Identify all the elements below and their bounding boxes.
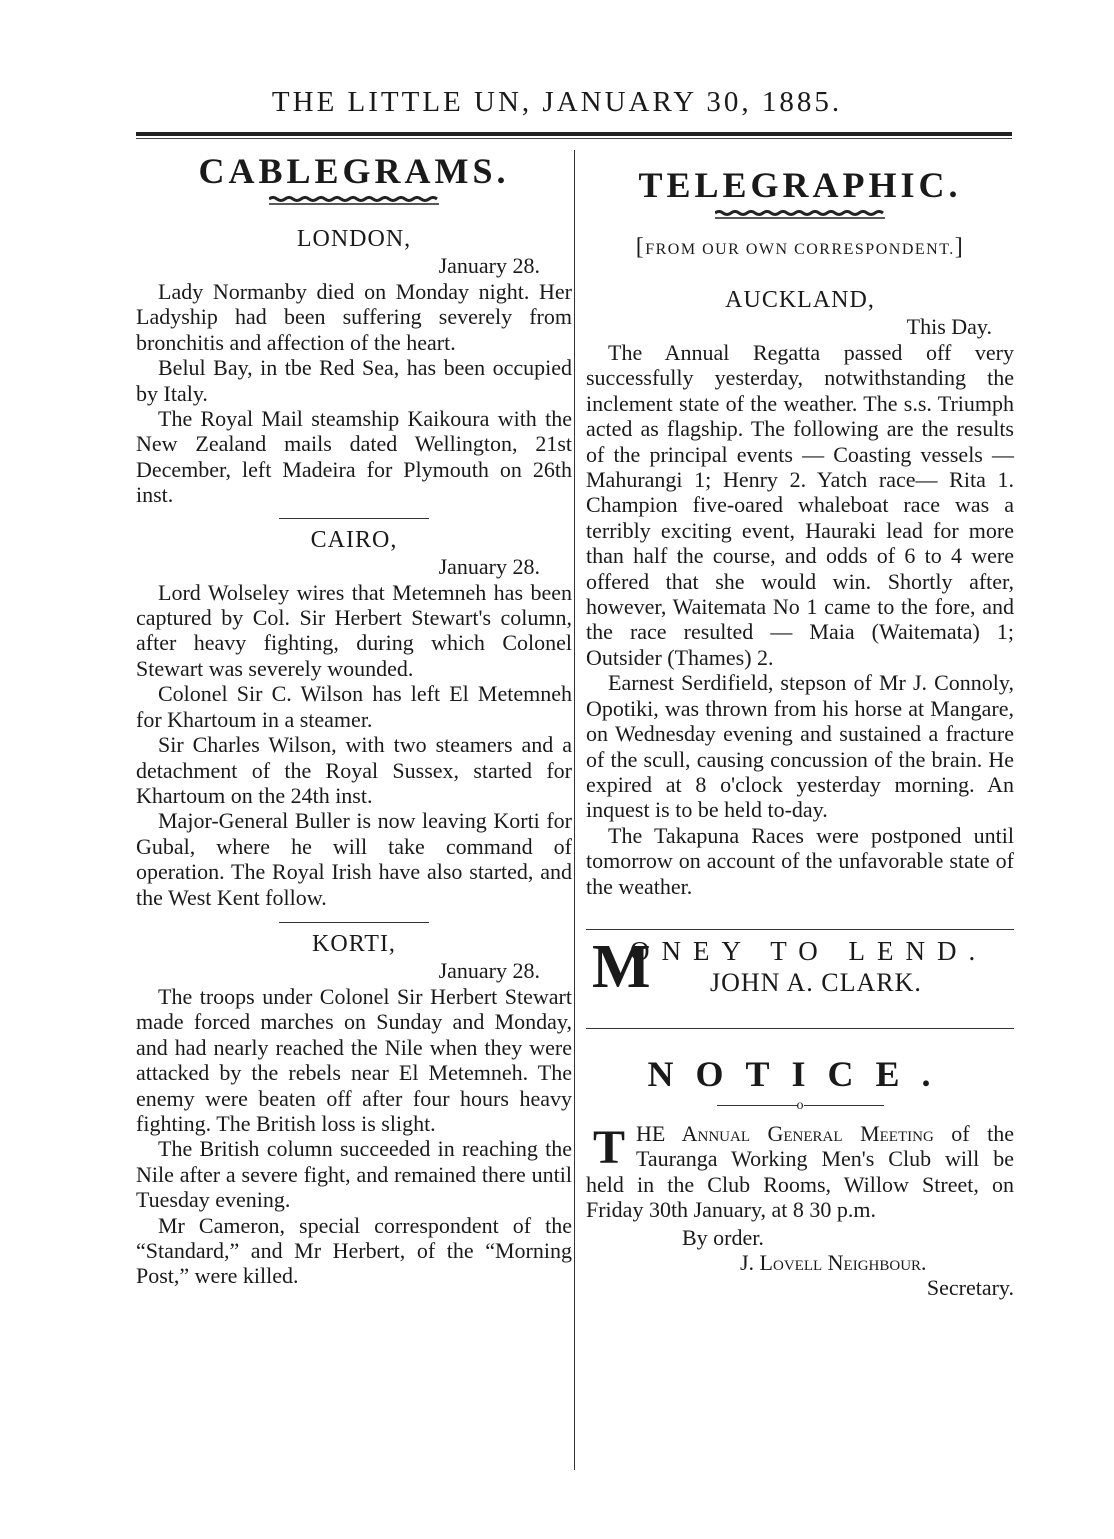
signatory-name: J. Lovell Neighbour. bbox=[740, 1249, 927, 1275]
date-korti: January 28. bbox=[438, 957, 540, 983]
cairo-section bbox=[136, 527, 572, 910]
date-auckland: This Day. bbox=[906, 314, 992, 339]
correspondent-text: FROM OUR OWN CORRESPONDENT. bbox=[645, 241, 955, 258]
section-rule bbox=[279, 518, 429, 519]
article-paragraph: Mr Cameron, special correspondent of the “Standard,” and Mr Herbert, of the “Morning Post,” were killed. bbox=[136, 1212, 572, 1289]
article-paragraph: Colonel Sir C. Wilson has left El Metemneh for Khartoum in a steamer. bbox=[136, 681, 572, 732]
wavy-underline-ornament bbox=[715, 210, 885, 220]
close-bracket: ] bbox=[954, 234, 965, 260]
article-paragraph: Major-General Buller is now leaving Korti for Gubal, where he will take command of operation. The Royal Irish have also started, and the West Kent follow. bbox=[136, 808, 572, 910]
date-cairo: January 28. bbox=[438, 553, 540, 579]
notice-body bbox=[586, 1121, 1014, 1223]
masthead-rule-thin bbox=[136, 138, 1012, 139]
date-london: January 28. bbox=[438, 253, 540, 278]
signatory-role: Secretary. bbox=[926, 1275, 1014, 1301]
article-paragraph: The British column succeeded in reaching the Nile after a severe fight, and remained there until Tuesday evening. bbox=[136, 1136, 572, 1213]
dateline-korti: KORTI, bbox=[312, 930, 396, 957]
article-paragraph: Lady Normanby died on Monday night. Her Ladyship had been suffering severely from bronchitis and affection of the heart. bbox=[136, 279, 572, 355]
article-paragraph: The Royal Mail steamship Kaikoura with the New Zealand mails dated Wellington, 21st December, left Madeira for Plymouth on 26th inst. bbox=[136, 406, 572, 508]
money-to-lend-advert bbox=[586, 930, 1014, 1006]
left-column bbox=[136, 150, 572, 1289]
advert-rule bbox=[586, 1028, 1014, 1029]
london-section bbox=[136, 226, 572, 508]
divider-line bbox=[717, 1105, 797, 1106]
dateline-cairo: CAIRO, bbox=[310, 526, 398, 553]
notice-title: NOTICE. bbox=[647, 1053, 953, 1094]
article-paragraph: The Annual Regatta passed off very successfully yesterday, notwithstanding the inclement state of the weather. The s.s. Triumph acted as flagship. The following are the results of the principal events — Coasting vessels — Mahurangi 1; Henry 2. Yatch race— Rita 1. Champion five-oared whaleboat race was a terribly exciting event, Hauraki lead for more than half the course, and odds of 6 to 4 were offered that she would win. Shortly after, however, Waitemata No 1 came to the fore, and the race resulted — Maia (Waitemata) 1; Outsider (Thames) 2. bbox=[586, 340, 1014, 670]
divider-mark: o bbox=[796, 1097, 804, 1113]
right-column bbox=[586, 164, 1014, 1301]
advert-headline: ONEY TO LEND. bbox=[630, 935, 988, 966]
open-bracket: [ bbox=[635, 234, 646, 260]
notice-dropcap: T bbox=[592, 1120, 625, 1174]
notice-divider bbox=[586, 1099, 1014, 1113]
article-paragraph: The troops under Colonel Sir Herbert Stewart made forced marches on Sunday and Monday, and had nearly reached the Nile when they were attacked by the rebels near El Metemneh. The enemy were beaten off after four hours heavy fighting. The British loss is slight. bbox=[136, 983, 572, 1136]
dateline-auckland: AUCKLAND, bbox=[725, 287, 875, 313]
korti-section bbox=[136, 931, 572, 1289]
divider-line bbox=[804, 1105, 884, 1106]
article-paragraph: Earnest Serdifield, stepson of Mr J. Connoly, Opotiki, was thrown from his horse at Mangare, on Wednesday evening and sustained a fracture of the scull, causing concussion of the brain. He expired at 8 o'clock yesterday morning. An inquest is to be held to-day. bbox=[586, 670, 1014, 823]
article-paragraph: Belul Bay, in tbe Red Sea, has been occupied by Italy. bbox=[136, 355, 572, 406]
article-paragraph: Lord Wolseley wires that Metemneh has been captured by Col. Sir Herbert Stewart's column, after heavy fighting, during which Colonel Stewart was severely wounded. bbox=[136, 579, 572, 681]
article-paragraph: The Takapuna Races were postponed until tomorrow on account of the unfavorable state of the weather. bbox=[586, 822, 1014, 899]
auckland-section bbox=[586, 287, 1014, 899]
dateline-london: LONDON, bbox=[296, 226, 412, 252]
telegraphic-heading: TELEGRAPHIC. bbox=[638, 165, 962, 205]
notice-lead: HE Annual General Meeting bbox=[636, 1120, 934, 1146]
masthead: THE LITTLE UN, JANUARY 30, 1885. bbox=[271, 86, 843, 118]
notice-section bbox=[586, 1053, 1014, 1301]
section-rule bbox=[279, 922, 429, 923]
cablegrams-heading: CABLEGRAMS. bbox=[198, 151, 510, 191]
advert-name: JOHN A. CLARK. bbox=[710, 967, 922, 997]
column-divider bbox=[574, 150, 575, 1470]
wavy-underline-ornament bbox=[269, 196, 439, 206]
by-order: By order. bbox=[682, 1224, 764, 1250]
notice-text: of the Tauranga Working Men's Club will be held in the Club Rooms, Willow Street, on Friday 30th January, at 8 30 p.m. bbox=[586, 1120, 1015, 1223]
advert-dropcap: M bbox=[592, 932, 651, 1001]
article-paragraph: Sir Charles Wilson, with two steamers and a detachment of the Royal Sussex, started for Khartoum on the 24th inst. bbox=[136, 732, 572, 808]
correspondent-credit bbox=[586, 234, 1014, 261]
masthead-rule bbox=[136, 132, 1012, 136]
